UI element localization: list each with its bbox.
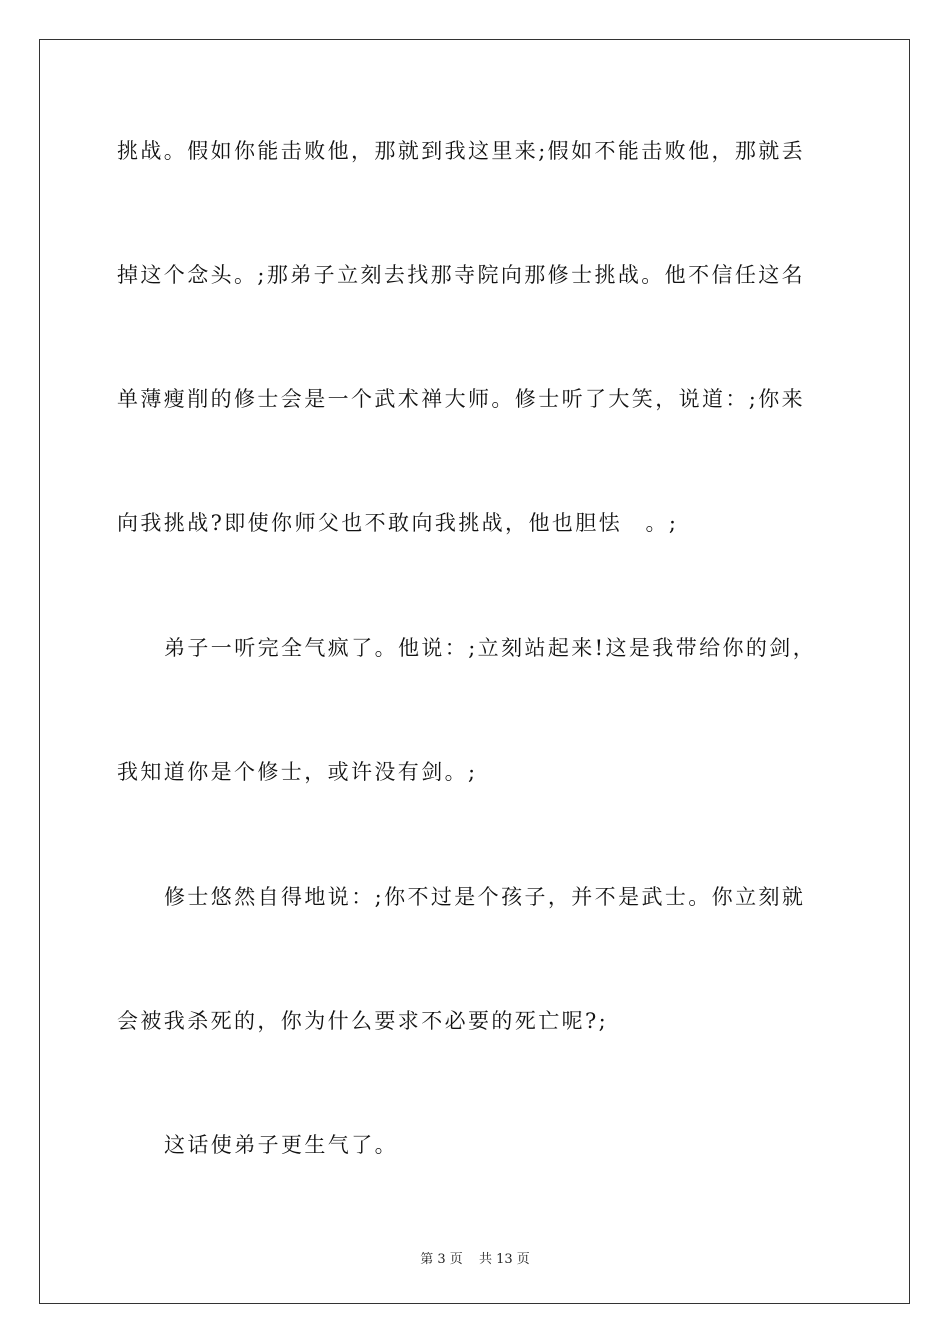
body-text-line: 单薄瘦削的修士会是一个武术禅大师。修士听了大笑，说道：;你来 <box>117 387 806 411</box>
body-text-line: 我知道你是个修士，或许没有剑。; <box>117 760 478 784</box>
page-border <box>39 39 910 1304</box>
body-text-line: 会被我杀死的，你为什么要求不必要的死亡呢?; <box>117 1009 609 1033</box>
body-text-line: 向我挑战?即使你师父也不敢向我挑战，他也胆怯 。; <box>117 511 679 535</box>
page-footer <box>0 1248 950 1267</box>
paragraph-start-line: 弟子一听完全气疯了。他说：;立刻站起来!这是我带给你的剑， <box>164 636 817 660</box>
paragraph-start-line: 修士悠然自得地说：;你不过是个孩子，并不是武士。你立刻就 <box>164 885 806 909</box>
body-text-line: 挑战。假如你能击败他，那就到我这里来;假如不能击败他，那就丢 <box>117 139 806 163</box>
body-text-line: 掉这个念头。;那弟子立刻去找那寺院向那修士挑战。他不信任这名 <box>117 263 806 287</box>
page-total: 共 13 页 <box>478 1252 530 1267</box>
paragraph-start-line: 这话使弟子更生气了。 <box>164 1133 398 1157</box>
page-number: 第 3 页 <box>420 1252 463 1267</box>
